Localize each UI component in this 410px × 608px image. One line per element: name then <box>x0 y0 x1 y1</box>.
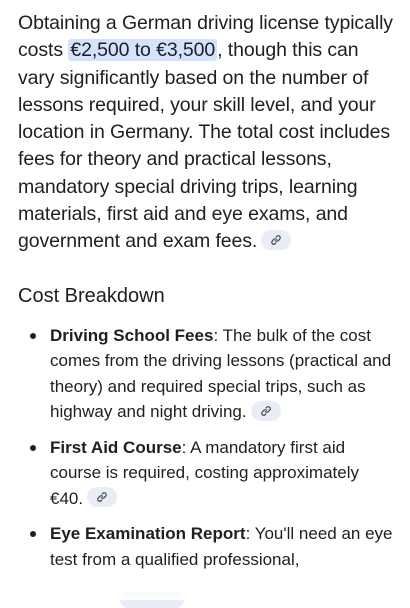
scroll-fade <box>0 578 410 600</box>
list-item <box>18 435 393 512</box>
list-item-term: Driving School Fees <box>50 325 214 345</box>
intro-text-after: , though this can vary significantly based on the number of lessons required, your skill level, and your location in Germany. The total cost includes fees for theory and practical lessons, mandatory special driving trips, learning materials, first aid and eye exams, and government and exam fees. <box>18 39 391 253</box>
list-item <box>18 323 393 425</box>
link-icon <box>270 234 282 246</box>
bullet-icon <box>30 333 36 339</box>
list-item-term: First Aid Course <box>50 437 182 457</box>
bullet-icon <box>30 531 36 537</box>
list-item-term: Eye Examination Report <box>50 524 246 544</box>
answer-content <box>18 10 398 582</box>
list-item-text: : A mandatory first aid course is required, costing approximately €40. <box>50 437 359 508</box>
citation-chip[interactable] <box>261 230 291 250</box>
list-item-text: : The bulk of the cost comes from the driving lessons (practical and theory) and required special trips, such as highway and night driving. <box>50 325 392 422</box>
intro-text-before: Obtaining a German driving license typically costs <box>18 12 393 62</box>
intro-paragraph <box>18 10 398 256</box>
citation-chip[interactable] <box>251 401 281 421</box>
bullet-icon <box>30 445 36 451</box>
list-item <box>18 521 393 572</box>
list-item-text: : You'll need an eye test from a qualified professional, <box>50 524 393 569</box>
cost-breakdown-list <box>18 323 398 573</box>
citation-chip[interactable] <box>87 487 117 507</box>
link-icon <box>96 491 108 503</box>
cost-highlight[interactable]: €2,500 to €3,500 <box>70 39 216 62</box>
section-title-cost-breakdown: Cost Breakdown <box>18 284 165 307</box>
link-icon <box>260 405 272 417</box>
